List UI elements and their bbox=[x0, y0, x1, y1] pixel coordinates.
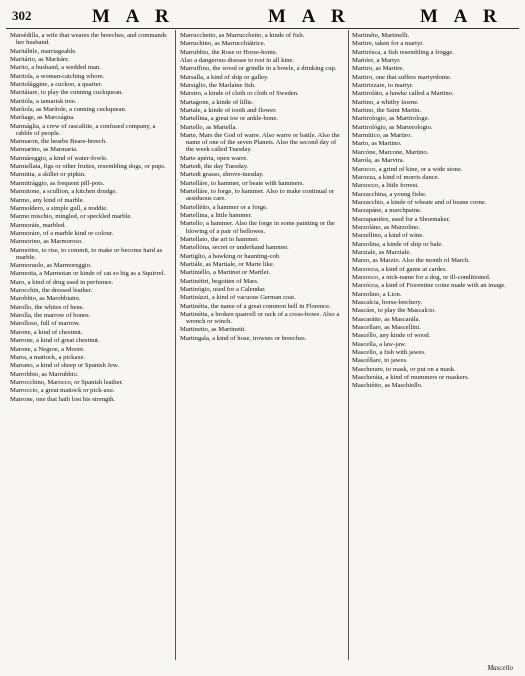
dictionary-entry: Marola, as Marvira. bbox=[352, 157, 405, 165]
dictionary-entry: Marruchino, as Marrucchiátrice. bbox=[180, 40, 266, 48]
dictionary-entry: Marolla, the marrow of bones. bbox=[10, 312, 91, 320]
dictionary-entry: Martinázzi, a kind of vacuous German coat. bbox=[180, 294, 296, 302]
dictionary-entry: Marmítico, as Martiro. bbox=[352, 132, 413, 140]
dictionary-entry: Marmaron, the hearbe Beare-breech. bbox=[10, 138, 107, 146]
dictionary-entry: Marmarino, as Marmaria. bbox=[10, 146, 78, 154]
dictionary-entry: Marítola, as Marítole, a cunning cuckquean. bbox=[10, 105, 127, 113]
running-headword-center: M A R bbox=[268, 6, 351, 27]
dictionary-entry: Marmoráte, marbled. bbox=[10, 221, 66, 229]
dictionary-entry: Marzocca, a kind of game at cardes. bbox=[352, 265, 448, 273]
dictionary-entry: Marmitta, a skillet or pipkin. bbox=[10, 171, 86, 179]
dictionary-entry: Martellato, the art to hammer. bbox=[180, 235, 259, 243]
dictionary-entry: Martirologio, as Martirologe. bbox=[352, 115, 430, 123]
dictionary-entry: Marrobbio, as Marrubbio. bbox=[10, 370, 79, 378]
dictionary-entry: Marte apérta, open warre. bbox=[180, 154, 248, 162]
dictionary-entry: Marrubbio, the Rose or Horse-honie. bbox=[180, 48, 278, 56]
dictionary-entry: Marrone, a kind of great chestnut. bbox=[10, 337, 100, 345]
dictionary-entry: Mascéllare, to jawes. bbox=[352, 357, 408, 365]
dictionary-entry: Martellétto, a hammer or a forge. bbox=[180, 203, 268, 211]
dictionary-entry: Marocco, a grind of kine, or a wide stone. bbox=[352, 165, 463, 173]
dictionary-entry: Marmoruolo, as Marmoreggio. bbox=[10, 262, 92, 270]
dictionary-entry: Marruffino, the wood or grindle in a bowle, a drinking cup. bbox=[180, 65, 337, 73]
dictionary-entry: Marito, a husband, a wedded man. bbox=[10, 64, 101, 72]
dictionary-entry: Maritáiare, to play the cunning cuckquean. bbox=[10, 89, 123, 97]
dictionary-entry: Marzolino, a Lion. bbox=[352, 290, 402, 298]
dictionary-entry: Marrone, one that hath lost his strength. bbox=[10, 395, 116, 403]
dictionary-entry: Martedi, the day Tuesday. bbox=[180, 163, 249, 171]
dictionary-entry: Mascarátte, as Mascarála. bbox=[352, 315, 421, 323]
dictionary-entry: Martale, a kinde of tooth and flower. bbox=[180, 107, 277, 115]
dictionary-entry: Mascáre, to play the Mascalcio. bbox=[352, 307, 436, 315]
dictionary-entry: Marzocco, a nick-name for a dog, or ill-conditioned. bbox=[352, 273, 491, 281]
dictionary-entry: Marzacchio, a kinde of wheate and of beane corne. bbox=[352, 198, 487, 206]
column-divider bbox=[348, 30, 349, 660]
dictionary-entry: Marzo, as Marzio. Also the month of March. bbox=[352, 257, 470, 265]
dictionary-entry: Martinéttri, begotten of Mars. bbox=[180, 277, 259, 285]
dictionary-entry: Marozza, a kind of morris dance. bbox=[352, 173, 440, 181]
running-headword-right: M A R bbox=[420, 6, 503, 27]
column-right bbox=[352, 32, 515, 662]
dictionary-entry: Mascello, a fish with jawes. bbox=[352, 349, 426, 357]
dictionary-entry: Maritábile, marriageable. bbox=[10, 47, 77, 55]
dictionary-entry: Martellina, a great toe or ankle-bone. bbox=[180, 115, 278, 123]
dictionary-entry: Mascherare, to mask, or put on a mask. bbox=[352, 365, 456, 373]
dictionary-entry: Mascellare, as Mascellini. bbox=[352, 324, 421, 332]
dictionary-entry: Marocchin, the dressed leather. bbox=[10, 287, 93, 295]
dictionary-entry: Martelláre, to forge, to hammer. Also to make continual or assiduous care. bbox=[180, 188, 335, 203]
dictionary-entry: Marmo mischio, mingled, or speckled marble. bbox=[10, 213, 132, 221]
dictionary-entry: Marzoláno, as Marzolino. bbox=[352, 223, 421, 231]
dictionary-entry: Marrano, a kind of sheep or Spanish Jew. bbox=[10, 362, 119, 370]
dictionary-entry: Maro, a kind of drug used in perfumes. bbox=[10, 278, 114, 286]
dictionary-entry: Marrucchetto, as Marrucchetto, a kinde of fish. bbox=[180, 32, 305, 39]
dictionary-entry: Marollo, the whites of hens. bbox=[10, 303, 84, 311]
dictionary-entry: Martellina, a little hammer. bbox=[180, 212, 252, 219]
dictionary-entry: Marzolina, a kinde of ship or bale. bbox=[352, 240, 443, 248]
dictionary-entry: Martagone, a kinde of lillie. bbox=[180, 98, 254, 106]
catchword: Mascello bbox=[487, 664, 513, 672]
dictionary-entry: Marstro, a kinde of cloth or cloth of Sweden. bbox=[180, 90, 299, 98]
dictionary-entry: Marone, a kind of chestnut. bbox=[10, 328, 83, 336]
dictionary-entry: Martirizzare, to martyr. bbox=[352, 82, 414, 90]
dictionary-entry: Martóre, a Martyr. bbox=[352, 57, 401, 65]
dictionary-entry: Marto, as Martino. bbox=[352, 140, 402, 148]
dictionary-entry: Marmo, any kind of marble. bbox=[10, 196, 85, 204]
dictionary-entry: Mascheráta, a kind of mummers or maskers. bbox=[352, 374, 470, 382]
dictionary-entry: Marobbio, as Marobbiatre. bbox=[10, 295, 81, 303]
dictionary-entry: Marmoldero, a simple gull, a noddie. bbox=[10, 204, 108, 212]
dictionary-entry: Marmitone, a scullion, a kitchen drudge. bbox=[10, 188, 117, 196]
dictionary-entry: Also a dangerous disease to rest in all kine. bbox=[180, 57, 295, 65]
dictionary-entry: Martingala, a kind of hose, trowses or breeches. bbox=[180, 334, 307, 342]
page-header bbox=[6, 6, 519, 28]
dictionary-entry: Marzócca, a kind of Fiorentine coine made with an image. bbox=[352, 282, 506, 290]
dictionary-entry: Marone, a Negroe, a Moore. bbox=[10, 345, 85, 353]
column-left bbox=[10, 32, 170, 662]
dictionary-entry: Martinetto, as Martinetti. bbox=[180, 326, 247, 334]
dictionary-entry: Maritóla, a tamarisk tree. bbox=[10, 97, 77, 105]
dictionary-entry: Martiroláto, a hawke called a Martino. bbox=[352, 90, 454, 98]
column-divider bbox=[175, 30, 176, 660]
dictionary-entry: Marzellino, a kind of wine. bbox=[352, 232, 424, 240]
dictionary-entry: Marzapanière, used for a Shoemaker. bbox=[352, 215, 451, 223]
dictionary-entry: Mascalcia, horse-leechery. bbox=[352, 299, 423, 306]
dictionary-entry: Marmotire, to rise, to commit, to make or become hard as marble. bbox=[10, 246, 163, 261]
dictionary-entry: Martinétta, the name of a great common bell in Florence. bbox=[180, 302, 331, 310]
dictionary-entry: Marziale, as Marziale. bbox=[352, 248, 411, 256]
dictionary-entry: Martinétta, a broken quarrell or rack of a cross-bowe. Also a wrench or winch. bbox=[180, 310, 340, 326]
dictionary-entry: Marítage, as Marcságna. bbox=[10, 114, 75, 122]
dictionary-entry: Marzapáne, a marchpaine. bbox=[352, 207, 422, 215]
dictionary-entry: Mascella, a law-jaw. bbox=[352, 340, 407, 348]
dictionary-entry: Marrocchino, Marocco, or Spanish leather. bbox=[10, 378, 123, 386]
dictionary-entry: Marmáglia, a crew of rascalitie, a confused company, a rabble of people. bbox=[10, 122, 156, 137]
dictionary-entry: Marsalla, a kind of ship or galley. bbox=[180, 73, 269, 81]
dictionary-entry: Marmitrággio, as frequent pill-pots. bbox=[10, 179, 105, 187]
dictionary-entry: Martino, a whitby fawne. bbox=[352, 98, 419, 106]
dictionary-entry: Marra, a mattock, a pickaxe. bbox=[10, 353, 86, 361]
column-middle bbox=[180, 32, 345, 662]
dictionary-entry: Martellóna, secret or underhand hammer. bbox=[180, 244, 289, 252]
dictionary-entry: Maritola, a woman-catching whore. bbox=[10, 72, 105, 80]
dictionary-entry: Martinógio, used for a Calendar. bbox=[180, 285, 266, 293]
dictionary-entry: Marsiglio, the Marlaine fish. bbox=[180, 82, 256, 90]
dictionary-entry: Marroccio, a great mattock or pick-axe. bbox=[10, 387, 115, 395]
dictionary-entry: Martiále, as Martiale, or Marte like. bbox=[180, 260, 275, 268]
dictionary-entry: Marsédilla, a wife that weares the breeches, and commands her husband. bbox=[10, 32, 167, 47]
dictionary-entry: Maritolággine, a cuckoo, a quarter. bbox=[10, 80, 103, 88]
dictionary-entry: Martiro, as Martire. bbox=[352, 65, 404, 73]
dictionary-entry: Maritário, as Maritáre. bbox=[10, 55, 70, 63]
dictionary-entry: Martinéto, Martinelli. bbox=[352, 32, 410, 39]
dictionary-entry: Marolloso, full of marrow. bbox=[10, 320, 81, 328]
dictionary-entry: Martíglio, a hawking or haunting-cob. bbox=[180, 252, 281, 260]
dictionary-entry: Martiniéllo, a Martinet or Martlet. bbox=[180, 269, 271, 277]
dictionary-entry: Martirésca, a fish resembling a frogge. bbox=[352, 48, 454, 56]
dictionary-entry: Marmellata, figs or other fruites, resembling dogs, or pups. bbox=[10, 163, 166, 171]
dictionary-entry: Marzacchina, a young fishe. bbox=[352, 190, 427, 198]
dictionary-entry: Martire, taken for a martyr. bbox=[352, 40, 424, 48]
header-rule bbox=[6, 28, 519, 29]
dictionary-entry: Martiro, one that suffers martyrdome. bbox=[352, 73, 452, 81]
dictionary-entry: Marmotta, a Marmotan or kinde of cat so big as a Squirrel. bbox=[10, 270, 166, 278]
dictionary-entry: Martedi grasso, shrove-tuesday. bbox=[180, 171, 264, 179]
running-headword-left: M A R bbox=[92, 6, 175, 27]
dictionary-entry: Marmoráre, of a marble kind or colour. bbox=[10, 229, 114, 237]
dictionary-entry: Martino, the Saint Martin. bbox=[352, 107, 422, 115]
dictionary-entry: Marmáreggio, a kind of water-fowle. bbox=[10, 154, 108, 162]
dictionary-entry: Martelláre, to hammer, or beate with hammers. bbox=[180, 179, 305, 187]
dictionary-entry: Martello, as Martella. bbox=[180, 123, 238, 131]
dictionary-entry: Martello, a hammer. Also the forge in some painting or the blowing of a pair of bellowes. bbox=[180, 220, 335, 235]
dictionary-entry: Maschiétto, as Maschiello. bbox=[352, 382, 423, 390]
dictionary-entry: Mascéllo, any kinde of wood. bbox=[352, 332, 431, 340]
dictionary-entry: Marcóne, Marcone, Martino. bbox=[352, 148, 429, 156]
page-number: 302 bbox=[12, 8, 32, 23]
dictionary-entry: Marte, Mars the God of warre. Also warre or battle. Also the name of one of the seven Planets. Also the second day of the week called Tuesday. bbox=[180, 132, 340, 154]
dictionary-entry: Martirológio, as Marterologio. bbox=[352, 123, 433, 131]
dictionary-entry: Marzocco, a little forrest. bbox=[352, 182, 419, 190]
dictionary-entry: Marmorino, as Marmoroso. bbox=[10, 238, 83, 246]
